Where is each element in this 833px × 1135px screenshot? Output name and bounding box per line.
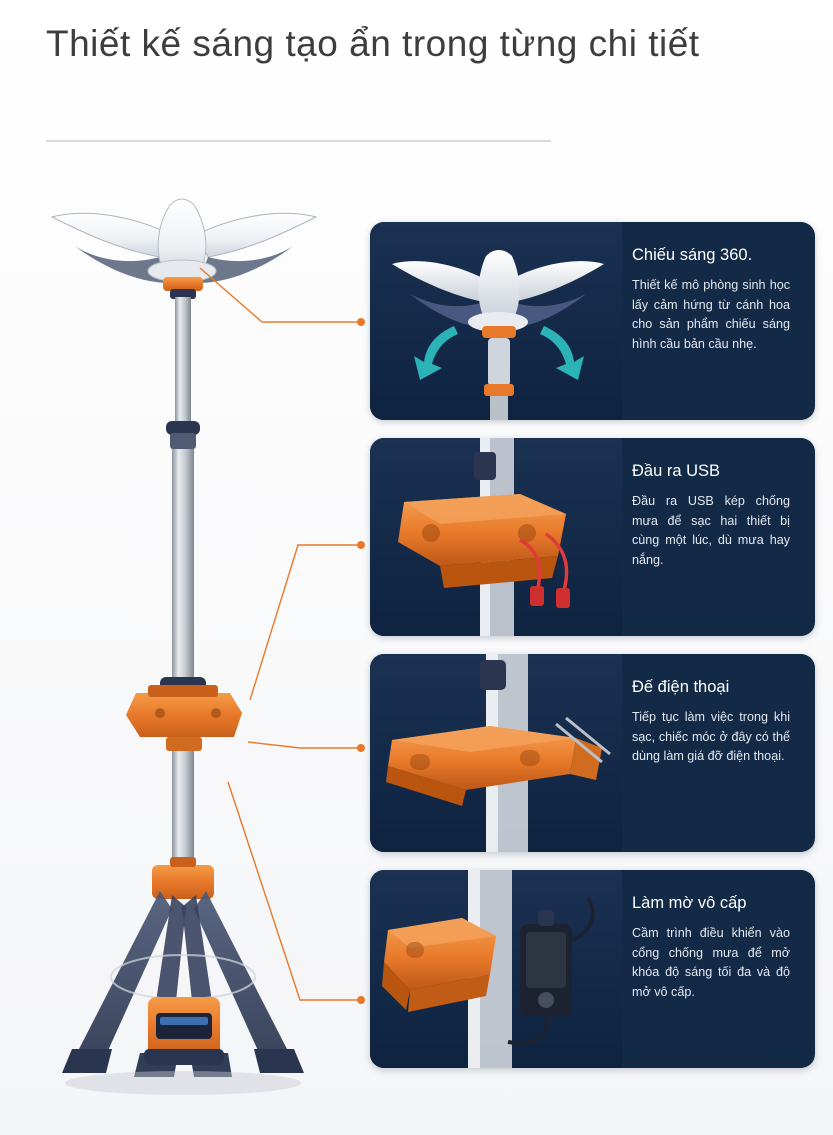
mid-pole [172, 449, 194, 685]
feature-card-1-body: Thiết kế mô phòng sinh học lấy cảm hứng từ cánh hoa cho sản phẩm chiếu sáng hình cầu bản cầu nhẹ. [632, 278, 790, 351]
dimmer-controller-photo [370, 870, 622, 1068]
lamp-head-group [52, 199, 316, 299]
pole-clamp-top [166, 421, 200, 435]
usb-port-module-photo [370, 438, 622, 636]
battery-base [144, 997, 224, 1065]
controller [520, 910, 572, 1016]
title-divider [46, 140, 551, 142]
feature-card-3-text [628, 654, 806, 852]
feature-card-4-body: Cầm trình điều khiển vào cổng chống mưa để mở khóa độ sáng tối đa và độ mở vô cấp. [632, 926, 790, 999]
feature-card-4-text [628, 870, 806, 1068]
upper-pole [175, 297, 191, 427]
feature-card-1-text [628, 222, 806, 420]
feature-card-2 [370, 438, 815, 636]
feature-card-2-body: Đầu ra USB kép chống mưa để sạc hai thiết bị cùng một lúc, dù mưa hay nắng. [632, 494, 790, 567]
feature-card-2-title: Đầu ra USB [632, 462, 721, 480]
lamp-head-open-photo [370, 222, 622, 420]
usb-hook-module [126, 685, 242, 751]
feature-card-2-text [628, 438, 806, 636]
feature-card-4-title: Làm mờ vô cấp [632, 894, 747, 912]
feature-card-3-title: Đế điện thoại [632, 678, 730, 696]
feature-card-3-body: Tiếp tục làm việc trong khi sạc, chiếc móc ở đây có thể dùng làm giá đỡ điện thoại. [632, 710, 790, 763]
feature-card-1-title: Chiếu sáng 360. [632, 246, 753, 264]
page-title: Thiết kế sáng tạo ẩn trong từng chi tiết [46, 23, 700, 64]
feature-card-3 [370, 654, 815, 852]
product-illustration [20, 165, 370, 1115]
feature-card-4 [370, 870, 815, 1068]
product-photo [20, 165, 370, 1115]
phone-holder-photo [370, 654, 622, 852]
feature-card-1 [370, 222, 815, 420]
tripod-collar [152, 857, 214, 899]
lower-pole [172, 751, 194, 869]
